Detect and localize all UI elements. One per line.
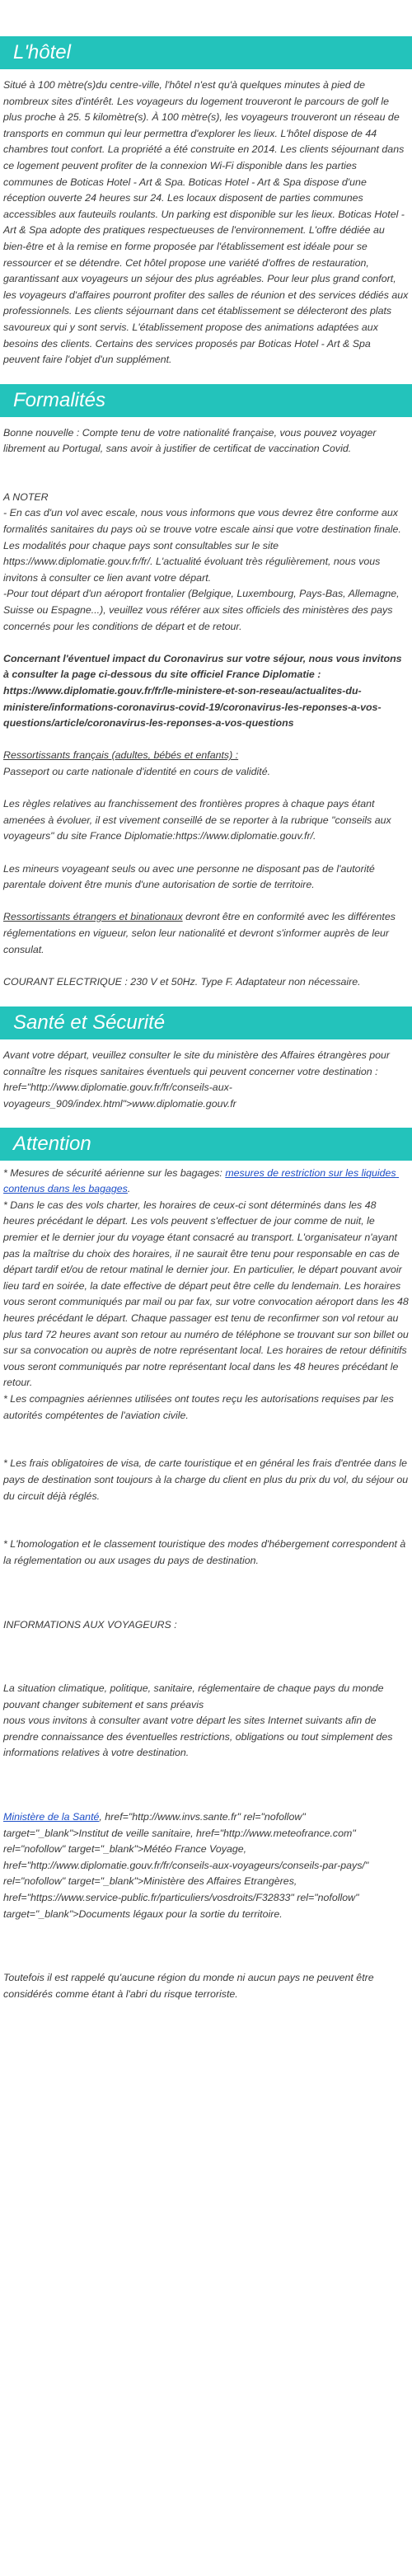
minors-rules: Les mineurs voyageant seuls ou avec une personne ne disposant pas de l'autorité parentale doivent être munis d'une autorisation de sortie de territoire. [3,862,378,891]
border-rules: Les règles relatives au franchissement des frontières propres à chaque pays étant amenées à évoluer, il est vivement conseillé de se reporter à la rubrique "conseils aux voyageurs" du site France Diplomatie:https://www.diplomatie.gouv.fr/. [3,798,395,842]
note-label: A NOTER [3,490,49,503]
baggage-suffix: . [127,1183,131,1195]
coronavirus-notice: Concernant l'éventuel impact du Coronavirus sur votre séjour, nous vous invitons à consulter la page ci-dessous du site officiel France Diplomatie : https://www.diplomatie.gouv.fr/fr/le-ministere-et-son-reseau/actualites-du-ministere/informations-coronavirus-covid-19/coronavirus-les-reponses-a-vos-questions/article/coronavirus-les-reponses-a-vos-questions [3,652,405,730]
hotel-description: Situé à 100 mètre(s)du centre-ville, l'hôtel n'est qu'à quelques minutes à pied de nombreux sites d'intérêt. Les voyageurs du logement trouveront le parcours de golf le plus proche à 25. 5 kilomètre(s). À 100 mètre(s), les voyageurs trouveront un réseau de transports en commun qui leur permettra d'explorer les lieux. L'hôtel dispose de 44 chambres tout confort. La propriété a été construite en 2014. Les clients séjournant dans ce logement peuvent profiter de la connexion Wi-Fi disponible dans les parties communes de Boticas Hotel - Art & Spa. Boticas Hotel - Art & Spa dispose d'une réception ouverte 24 heures sur 24. Les locaux disposent de parties communes accessibles aux fauteuils roulants. Un parking est disponible sur les lieux. Boticas Hotel - Art & Spa adopte des pratiques respectueuses de l'environnement. L'offre dédiée au bien-être et à la remise en forme proposée par l'établissement est idéale pour se ressourcer et se détendre. Cet hôtel propose une variété d'offres de restauration, garantissant aux voyageurs un séjour des plus agréables. Pour leur plus grand confort, les voyageurs d'affaires pourront profiter des salles de réunion et des services dédiés aux professionnels. Les clients séjournant dans cet établissement se délecteront des plats savoureux qui y sont servis. L'établissement propose des animations adaptées aux besoins des clients. Certains des services proposés par Boticas Hotel - Art & Spa peuvent faire l'objet d'un supplément. [3,79,411,366]
formalites-intro: Bonne nouvelle : Compte tenu de votre nationalité française, vous pouvez voyager librement au Portugal, sans avoir à justifier de certificat de vaccination Covid. [3,426,379,455]
formalites-section [0,417,412,991]
sante-section [0,1039,412,1112]
french-nationals-heading: Ressortissants français (adultes, bébés et enfants) : [3,749,239,762]
fees-info: * Les frais obligatoires de visa, de carte touristique et en général les frais d'entrée dans le pays de destination sont toujours à la charge du client en plus du prix du vol, du séjour ou du circuit déjà réglés. [3,1457,411,1502]
electric-current: COURANT ELECTRIQUE : 230 V et 50Hz. Type F. Adaptateur non nécessaire. [3,975,361,988]
baggage-restriction-link[interactable]: mesures de restriction sur les liquides contenus dans les bagages [3,1166,400,1195]
section-title-attention: Attention [0,1128,412,1161]
ministry-health-link[interactable]: Ministère de la Santé [3,1811,100,1823]
attention-section [0,1161,412,2003]
hotel-section [0,69,412,368]
section-title-sante: Santé et Sécurité [0,1006,412,1039]
french-nationals-body: Passeport ou carte nationale d'identité en cours de validité. [3,765,271,777]
useful-links [3,1809,409,1922]
homologation-info: * L'homologation et le classement touristique des modes d'hébergement correspondent à la réglementation ou aux usages du pays de destination. [3,1538,409,1566]
airlines-info: * Les compagnies aériennes utilisées ont toutes reçu les autorisations requises par les autorités compétentes de l'aviation civile. [3,1392,397,1421]
section-title-formalites: Formalités [0,384,412,417]
info-travelers-heading: INFORMATIONS AUX VOYAGEURS : [3,1618,177,1631]
note-body: - En cas d'un vol avec escale, nous vous informons que vous devrez être conforme aux formalités sanitaires du pays où se trouve votre escale ainsi que votre destination finale. Les modalités pour chaque pays sont consultables sur le site https://www.diplomatie.gouv.fr/fr/. L'actualité évoluant très régulièrement, nous vous invitons à consulter ce lien avant votre départ. -Pour tout départ d'un aéroport frontalier (Belgique, Luxembourg, Pays-Bas, Allemagne, Suisse ou Espagne...), veuillez vous référer aux sites officiels des ministères des pays concernés pour les conditions de départ et de retour. [3,507,401,632]
charter-flights-info: * Dans le cas des vols charter, les horaires de ceux-ci sont déterminés dans les 48 heures précédant le départ. Les vols peuvent s'effectuer de jour comme de nuit, le premier et le dernier jour du voyage étant consacré au transport. L'organisateur n'ayant pas la maîtrise du choix des horaires, il ne saurait être tenu pour responsable en cas de départ tardif et/ou de retour matinal le dernier jour. En particulier, le départ pouvant avoir lieu tard en soirée, la date effective de départ peut être celle du lendemain. Les horaires vous seront communiqués par mail ou par fax, sur votre convocation aéroport dans les 48 heures précédant le départ. Chaque passager est tenu de reconfirmer son vol retour au plus tard 72 heures avant son retour au numéro de téléphone se trouvant sur son billet ou sur sa convocation ou auprès de notre représentant local. Les horaires de retour définitifs vous seront communiqués par notre représentant local dans les 48 heures précédant le retour. [3,1199,412,1389]
baggage-measures [3,1166,409,1198]
foreign-nationals-heading: Ressortissants étrangers et binationaux [3,911,183,923]
foreign-nationals [3,909,409,958]
useful-links-body: , href="http://www.invs.sante.fr" rel="nofollow" target="_blank">Institut de veille sanitaire, href="http://www.meteofrance.com" rel="nofollow" target="_blank">Météo France Voyage, href="http://www.diplomatie.gouv.fr/fr/conseils-aux-voyageurs/conseils-par-pays/" rel="nofollow" target="_blank">Ministère des Affaires Etrangères, href="https://www.service-public.fr/particuliers/vosdroits/F32833" rel="nofollow" target="_blank">Documents légaux pour la sortie du territoire. [3,1811,372,1920]
section-title-hotel: L'hôtel [0,36,412,69]
foreign-nationals-body: devront être en conformité avec les différentes réglementations en vigueur, selon leur nationalité et devront s'informer auprès de leur consulat. [3,911,399,955]
sante-body: Avant votre départ, veuillez consulter le site du ministère des Affaires étrangères pour connaître les risques sanitaires éventuels qui peuvent concerner votre destination : href="http://www.diplomatie.gouv.fr/fr/conseils-aux-voyageurs_909/index.html">www.diplomatie.gouv.fr [3,1049,393,1110]
baggage-prefix: * Mesures de sécurité aérienne sur les bagages: [3,1166,226,1179]
terrorism-notice: Toutefois il est rappelé qu'aucune région du monde ni aucun pays ne peuvent être considérés comme étant à l'abri du risque terroriste. [3,1972,377,2000]
situation-info: La situation climatique, politique, sanitaire, réglementaire de chaque pays du monde pouvant changer subitement et sans préavis nous vous invitons à consulter avant votre départ les sites Internet suivants afin de prendre connaissance des éventuelles restrictions, obligations ou tout simplement des informations relatives à votre destination. [3,1682,393,1759]
